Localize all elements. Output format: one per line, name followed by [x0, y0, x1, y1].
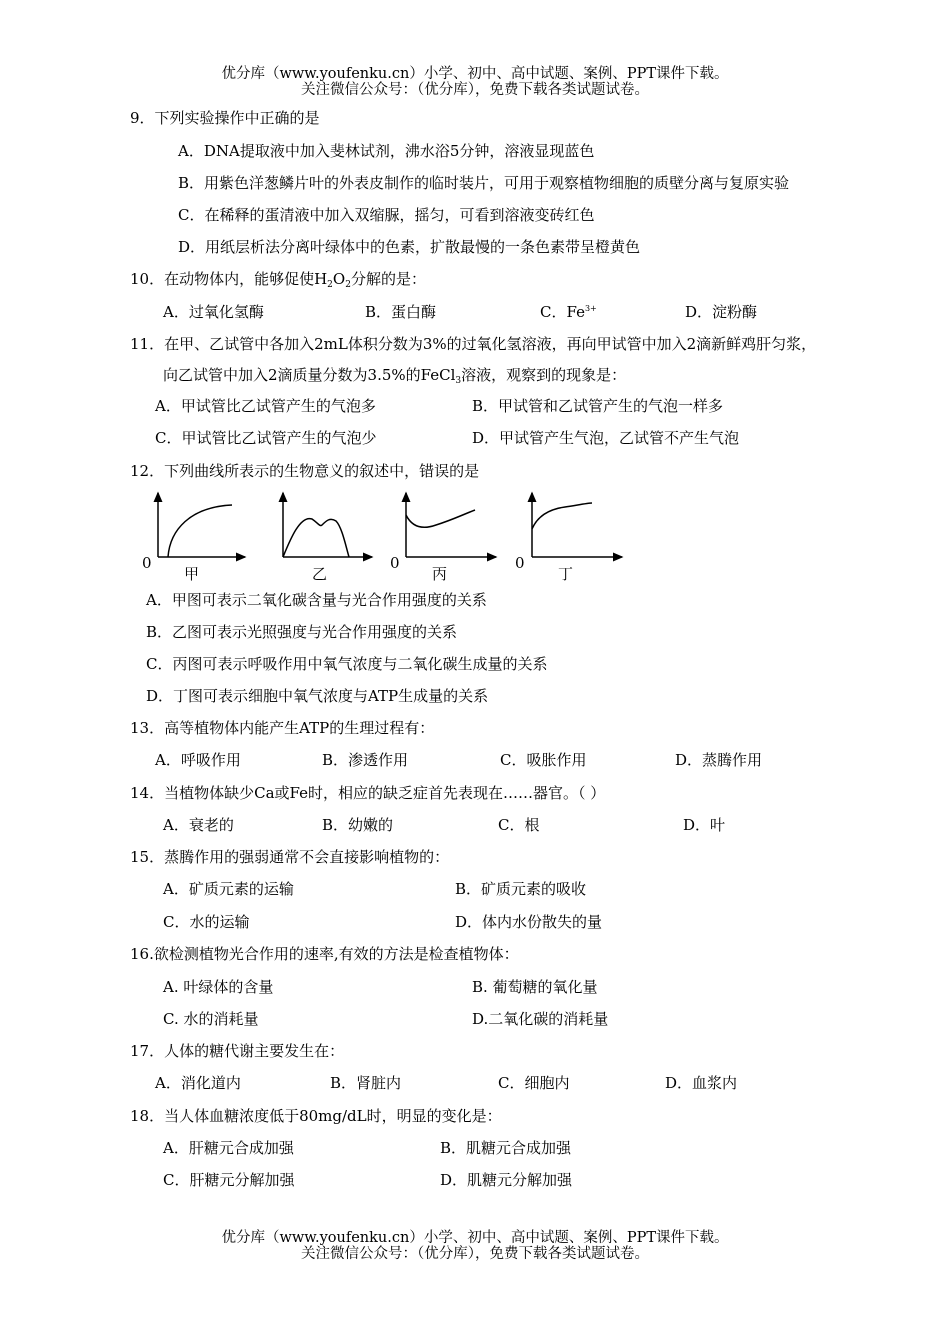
question-15-option-b: B．矿质元素的吸收 — [455, 880, 587, 898]
question-15-option-c: C．水的运输 — [163, 913, 250, 931]
question-14-option-a: A．衰老的 — [163, 816, 234, 834]
question-14-stem: 14．当植物体缺少Ca或Fe时，相应的缺乏症首先表现在……器官。（ ） — [130, 784, 606, 802]
question-9-option-b: B．用紫色洋葱鳞片叶的外表皮制作的临时装片，可用于观察植物细胞的质壁分离与复原实验 — [178, 174, 790, 192]
graph-jia — [158, 493, 245, 557]
graph-jia-curve — [168, 505, 232, 557]
question-12-option-b: B．乙图可表示光照强度与光合作用强度的关系 — [146, 623, 458, 641]
question-12-option-a: A．甲图可表示二氧化碳含量与光合作用强度的关系 — [146, 591, 487, 609]
graph-ding-curve — [532, 503, 592, 529]
graph-ding — [532, 493, 622, 557]
question-15-stem: 15．蒸腾作用的强弱通常不会直接影响植物的： — [130, 848, 450, 866]
question-12-stem: 12．下列曲线所表示的生物意义的叙述中，错误的是 — [130, 462, 480, 480]
graph-ding-label: 丁 — [558, 565, 574, 583]
question-13-option-a: A．呼吸作用 — [155, 751, 241, 769]
graph-bing — [406, 493, 496, 557]
question-12-option-c: C．丙图可表示呼吸作用中氧气浓度与二氧化碳生成量的关系 — [146, 655, 548, 673]
question-10-option-b: B．蛋白酶 — [365, 303, 437, 321]
question-11-stem-line-1: 11．在甲、乙试管中各加入2mL体积分数为3%的过氧化氢溶液，再向甲试管中加入2滴新鲜鸡肝匀浆， — [130, 335, 817, 353]
page-footer — [0, 1230, 950, 1262]
graph-yi-label: 乙 — [312, 565, 328, 583]
question-16-stem: 16.欲检测植物光合作用的速率,有效的方法是检查植物体： — [130, 945, 519, 963]
question-18-stem: 18．当人体血糖浓度低于80mg/dL时，明显的变化是： — [130, 1107, 502, 1125]
graph-bing-origin: 0 — [390, 554, 400, 572]
question-15-option-a: A．矿质元素的运输 — [163, 880, 294, 898]
question-17-option-d: D．血浆内 — [665, 1074, 738, 1092]
graph-yi — [283, 493, 372, 557]
question-10-option-d: D．淀粉酶 — [685, 303, 758, 321]
question-9-option-d: D．用纸层析法分离叶绿体中的色素，扩散最慢的一条色素带呈橙黄色 — [178, 238, 641, 256]
question-10-stem: 10．在动物体内，能够促使$H_2O_2$分解的是： — [130, 270, 426, 290]
graph-yi-curve — [283, 519, 349, 557]
question-10-option-a: A．过氧化氢酶 — [163, 303, 264, 321]
question-17-stem: 17．人体的糖代谢主要发生在： — [130, 1042, 345, 1060]
question-13-stem: 13．高等植物体内能产生ATP的生理过程有： — [130, 719, 435, 737]
question-11-stem-line-2: 向乙试管中加入2滴质量分数为3.5%的FeCl$_3$溶液，观察到的现象是： — [163, 366, 627, 386]
graph-jia-origin: 0 — [142, 554, 152, 572]
question-13-option-d: D．蒸腾作用 — [675, 751, 763, 769]
question-9-stem: 9．下列实验操作中正确的是 — [130, 109, 320, 127]
question-17-option-b: B．肾脏内 — [330, 1074, 402, 1092]
question-14-option-c: C．根 — [498, 816, 540, 834]
question-17-option-a: A．消化道内 — [155, 1074, 241, 1092]
question-14-option-b: B．幼嫩的 — [322, 816, 394, 834]
question-16-option-d: D.二氧化碳的消耗量 — [472, 1010, 609, 1028]
question-9-option-c: C．在稀释的蛋清液中加入双缩脲，摇匀，可看到溶液变砖红色 — [178, 206, 595, 224]
question-18-option-d: D．肌糖元分解加强 — [440, 1171, 573, 1189]
question-12-graphs — [140, 485, 660, 585]
graph-bing-label: 丙 — [432, 565, 448, 583]
question-9-option-a: A．DNA提取液中加入斐林试剂，沸水浴5分钟，溶液显现蓝色 — [178, 142, 595, 160]
question-13-option-b: B．渗透作用 — [322, 751, 409, 769]
question-17-option-c: C．细胞内 — [498, 1074, 570, 1092]
header-line-1: 优分库（www.youfenku.cn）小学、初中、高中试题、案例、PPT课件下载。 — [221, 66, 729, 82]
question-16-option-a: A. 叶绿体的含量 — [163, 978, 274, 996]
question-11-option-c: C．甲试管比乙试管产生的气泡少 — [155, 429, 377, 447]
question-15-option-d: D．体内水份散失的量 — [455, 913, 603, 931]
question-18-option-c: C．肝糖元分解加强 — [163, 1171, 295, 1189]
question-12-option-d: D．丁图可表示细胞中氧气浓度与ATP生成量的关系 — [146, 687, 489, 705]
footer-line-2: 关注微信公众号：（优分库），免费下载各类试题试卷。 — [301, 1246, 649, 1262]
question-10-option-c: C．$Fe^{3+}$ — [540, 303, 597, 321]
question-13-option-c: C．吸胀作用 — [500, 751, 587, 769]
graph-jia-label: 甲 — [184, 565, 200, 583]
page-header — [0, 66, 950, 98]
question-16-option-c: C. 水的消耗量 — [163, 1010, 259, 1028]
question-11-option-b: B．甲试管和乙试管产生的气泡一样多 — [472, 397, 724, 415]
question-14-option-d: D．叶 — [683, 816, 726, 834]
question-18-option-a: A．肝糖元合成加强 — [163, 1139, 294, 1157]
footer-line-1: 优分库（www.youfenku.cn）小学、初中、高中试题、案例、PPT课件下载。 — [221, 1230, 729, 1246]
question-11-option-a: A．甲试管比乙试管产生的气泡多 — [155, 397, 376, 415]
graph-ding-origin: 0 — [515, 554, 525, 572]
graph-bing-curve — [406, 510, 475, 527]
question-18-option-b: B．肌糖元合成加强 — [440, 1139, 572, 1157]
question-11-option-d: D．甲试管产生气泡，乙试管不产生气泡 — [472, 429, 740, 447]
question-16-option-b: B. 葡萄糖的氧化量 — [472, 978, 598, 996]
header-line-2: 关注微信公众号：（优分库），免费下载各类试题试卷。 — [301, 82, 649, 98]
